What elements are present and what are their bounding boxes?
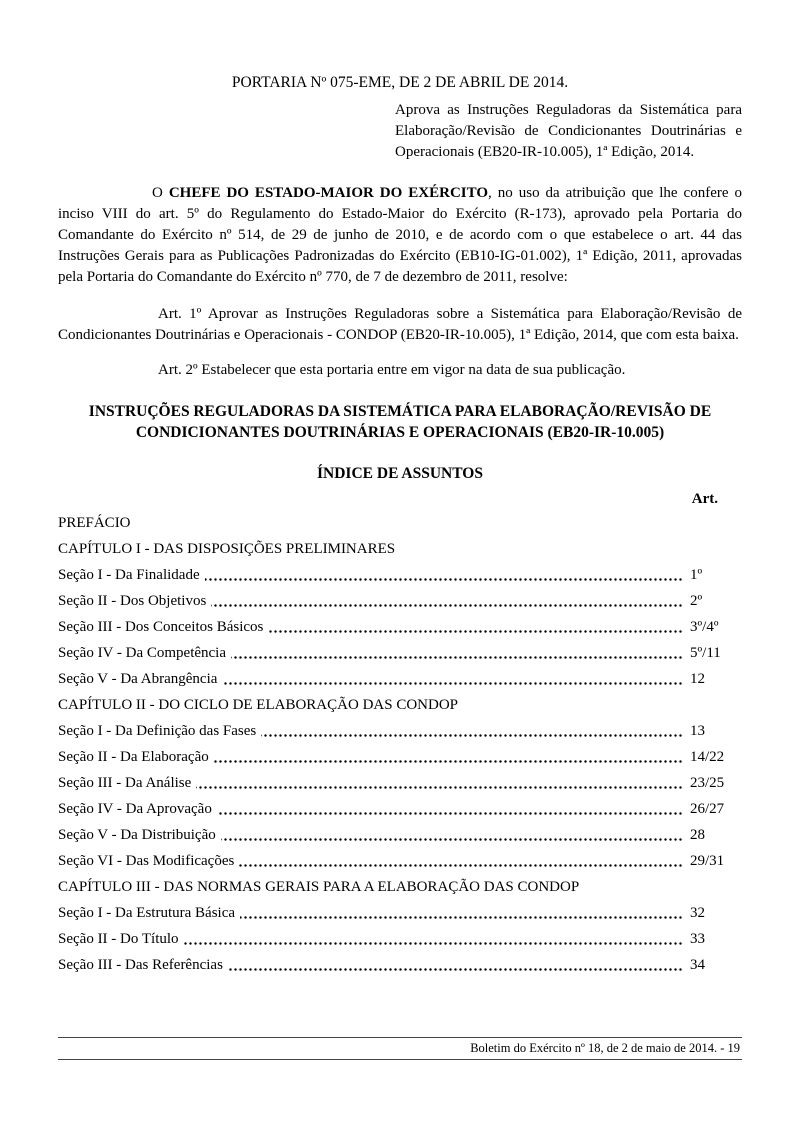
preamble-lead: O	[152, 185, 169, 201]
table-of-contents	[58, 510, 742, 978]
toc-row-label: Seção II - Da Elaboração	[58, 749, 214, 765]
toc-section-row	[58, 796, 742, 822]
toc-row-art: 34	[684, 952, 742, 978]
toc-row-label: Seção I - Da Definição das Fases	[58, 723, 261, 739]
toc-row-art: 5º/11	[684, 640, 742, 666]
toc-row-art: 23/25	[684, 770, 742, 796]
toc-row-art: 2º	[684, 588, 742, 614]
toc-row-label: Seção II - Do Título	[58, 931, 184, 947]
toc-row-label: CAPÍTULO I - DAS DISPOSIÇÕES PRELIMINARES	[58, 541, 400, 557]
toc-row-label: Seção III - Dos Conceitos Básicos	[58, 619, 268, 635]
portaria-title: PORTARIA Nº 075-EME, DE 2 DE ABRIL DE 2014.	[231, 74, 569, 91]
toc-row-label: Seção I - Da Estrutura Básica	[58, 905, 240, 921]
toc-row-label: Seção VI - Das Modificações	[58, 853, 239, 869]
footer-text: Boletim do Exército nº 18, de 2 de maio de 2014. - 19	[470, 1041, 740, 1055]
toc-row-label: Seção V - Da Abrangência	[58, 671, 222, 687]
ementa-paragraph: Aprova as Instruções Reguladoras da Sistemática para Elaboração/Revisão de Condicionantes Doutrinárias e Operacionais (EB20-IR-10.005), 1ª Edição, 2014.	[395, 102, 742, 160]
toc-row-label: CAPÍTULO II - DO CICLO DE ELABORAÇÃO DAS CONDOP	[58, 697, 463, 713]
preamble-paragraph	[58, 183, 742, 288]
toc-chapter-row	[58, 874, 742, 900]
toc-row-label: Seção V - Da Distribuição	[58, 827, 221, 843]
toc-section-row	[58, 588, 742, 614]
toc-row-label: Seção IV - Da Competência	[58, 645, 231, 661]
toc-section-row	[58, 744, 742, 770]
toc-row-label: Seção IV - Da Aprovação	[58, 801, 217, 817]
preamble-rest: , no uso da atribuição que lhe confere o inciso VIII do art. 5º do Regulamento do Estado-Maior do Exército (R-173), aprovado pela Portaria do Comandante do Exército nº 514, de 29 de junho de 2010, e de acordo com o que estabelece o art. 44 das Instruções Gerais para as Publicações Padronizadas do Exército (EB10-IG-01.002), 1ª Edição, 2011, aprovadas pela Portaria do Comandante do Exército nº 770, de 7 de dezembro de 2011, resolve:	[58, 185, 742, 285]
toc-section-row	[58, 666, 742, 692]
toc-section-row	[58, 614, 742, 640]
toc-section-row	[58, 952, 742, 978]
indice-heading: ÍNDICE DE ASSUNTOS	[317, 465, 483, 482]
toc-row-label: Seção I - Da Finalidade	[58, 567, 205, 583]
instrucoes-heading: INSTRUÇÕES REGULADORAS DA SISTEMÁTICA PARA ELABORAÇÃO/REVISÃO DE CONDICIONANTES DOUTRINÁRIAS E OPERACIONAIS (EB20-IR-10.005)	[88, 403, 712, 441]
toc-section-row	[58, 822, 742, 848]
toc-chapter-row	[58, 510, 742, 536]
toc-row-art: 13	[684, 718, 742, 744]
toc-row-art: 3º/4º	[684, 614, 742, 640]
toc-row-art: 32	[684, 900, 742, 926]
toc-row-art: 1º	[684, 562, 742, 588]
chefe-bold-text: CHEFE DO ESTADO-MAIOR DO EXÉRCITO	[168, 185, 489, 201]
toc-section-row	[58, 770, 742, 796]
toc-section-row	[58, 926, 742, 952]
toc-row-art: 29/31	[684, 848, 742, 874]
toc-section-row	[58, 848, 742, 874]
art-column-header: Art.	[691, 491, 718, 507]
page-footer	[58, 1037, 742, 1060]
toc-row-art: 12	[684, 666, 742, 692]
art-2-paragraph: Art. 2º Estabelecer que esta portaria entre em vigor na data de sua publicação.	[158, 362, 626, 378]
toc-chapter-row	[58, 536, 742, 562]
toc-row-art: 26/27	[684, 796, 742, 822]
toc-section-row	[58, 718, 742, 744]
art-1-paragraph: Art. 1º Aprovar as Instruções Reguladoras sobre a Sistemática para Elaboração/Revisão de Condicionantes Doutrinárias e Operacionais - CONDOP (EB20-IR-10.005), 1ª Edição, 2014, que com esta baixa.	[58, 306, 742, 343]
toc-section-row	[58, 562, 742, 588]
toc-row-label: Seção II - Dos Objetivos	[58, 593, 211, 609]
toc-chapter-row	[58, 692, 742, 718]
toc-section-row	[58, 640, 742, 666]
footer-bottom-rule	[58, 1059, 742, 1060]
toc-row-art: 33	[684, 926, 742, 952]
toc-section-row	[58, 900, 742, 926]
toc-row-label: CAPÍTULO III - DAS NORMAS GERAIS PARA A ELABORAÇÃO DAS CONDOP	[58, 879, 584, 895]
toc-row-art: 28	[684, 822, 742, 848]
toc-row-label: PREFÁCIO	[58, 515, 136, 531]
toc-row-label: Seção III - Das Referências	[58, 957, 228, 973]
toc-row-label: Seção III - Da Análise	[58, 775, 196, 791]
toc-row-art: 14/22	[684, 744, 742, 770]
